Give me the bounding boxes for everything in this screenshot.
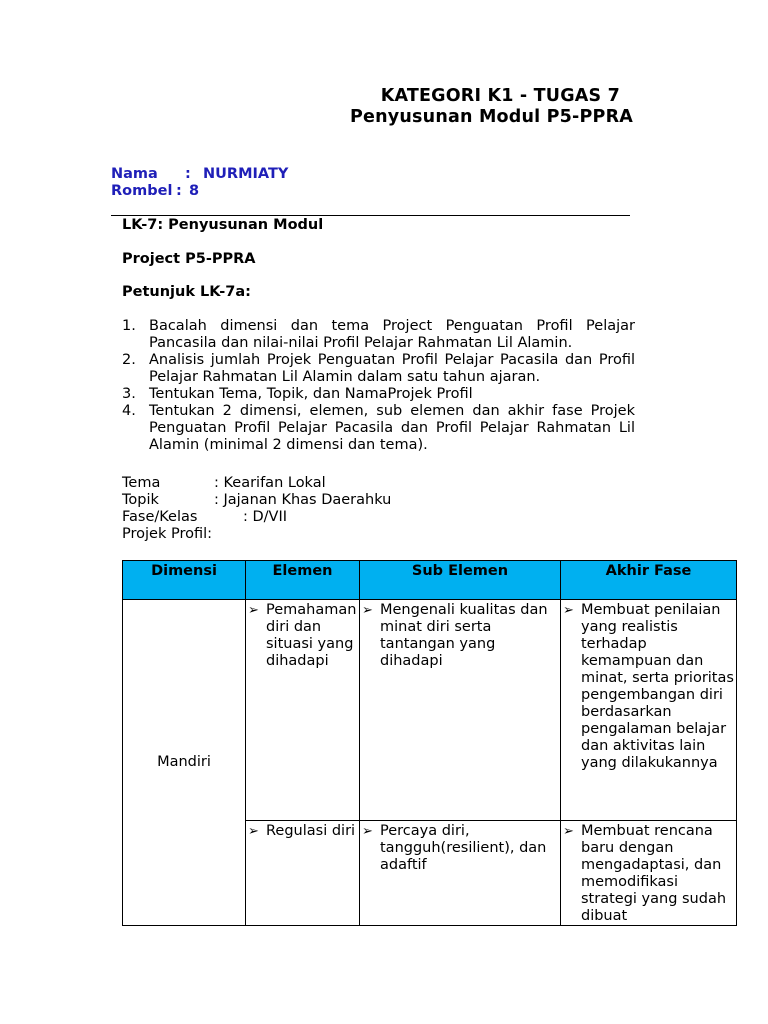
elemen-cell [246, 600, 360, 821]
instruction-text: Tentukan Tema, Topik, dan NamaProjek Profil [149, 386, 473, 402]
column-header-akhir-fase: Akhir Fase [561, 561, 737, 600]
nama-value: NURMIATY [203, 166, 289, 182]
arrow-bullet-icon: ➢ [248, 824, 259, 839]
instruction-text: Bacalah dimensi dan tema Project Penguatan Profil Pelajar Pancasila dan nilai-nilai Profil Pelajar Rahmatan Lil Alamin. [149, 318, 635, 351]
sub-elemen-cell [360, 600, 561, 821]
elemen-text: Regulasi diri [266, 823, 356, 839]
topik-value: : Jajanan Khas Daerahku [214, 492, 392, 508]
rombel-value: 8 [189, 183, 200, 199]
worksheet-heading: LK-7: Penyusunan Modul [122, 217, 324, 233]
instruction-heading: Petunjuk LK-7a: [122, 284, 251, 300]
tema-label: Tema [122, 475, 161, 491]
document-title: KATEGORI K1 - TUGAS 7 [380, 86, 620, 106]
column-header-elemen: Elemen [246, 561, 360, 600]
tema-value: : Kearifan Lokal [214, 475, 326, 491]
rombel-separator: : [176, 183, 182, 199]
topik-line [122, 492, 391, 509]
fase-value: : D/VII [243, 509, 288, 525]
nama-label: Nama [111, 166, 158, 182]
rombel-line [111, 183, 199, 199]
akhir-fase-cell [561, 600, 737, 821]
akhir-fase-cell [561, 821, 737, 926]
table-row [123, 600, 737, 821]
akhir-fase-text: Membuat rencana baru dengan mengadaptasi, dan memodifikasi strategi yang sudah dibuat [581, 823, 727, 924]
fase-line [122, 509, 287, 526]
column-header-dimensi: Dimensi [123, 561, 246, 600]
instruction-item [122, 403, 635, 454]
akhir-fase-text: Membuat penilaian yang realistis terhadap kemampuan dan minat, serta prioritas pengembangan diri berdasarkan pengalaman belajar dan aktivitas lain yang dilakukannya [581, 602, 734, 771]
instruction-number: 4. [122, 403, 136, 419]
project-heading: Project P5-PPRA [122, 251, 256, 267]
instruction-number: 2. [122, 352, 136, 368]
topik-label: Topik [122, 492, 159, 508]
elemen-text: Pemahaman diri dan situasi yang dihadapi [266, 602, 357, 669]
instruction-item [122, 352, 635, 386]
instruction-item [122, 386, 635, 403]
projek-profil-label: Projek Profil: [122, 526, 213, 542]
table-header-row [123, 561, 737, 600]
instruction-text: Analisis jumlah Projek Penguatan Profil Pelajar Pacasila dan Profil Pelajar Rahmatan Lil Alamin dalam satu tahun ajaran. [149, 352, 635, 385]
fase-label: Fase/Kelas [122, 509, 198, 525]
elemen-cell [246, 821, 360, 926]
divider-line [111, 215, 630, 216]
sub-elemen-cell [360, 821, 561, 926]
sub-elemen-text: Mengenali kualitas dan minat diri serta tantangan yang dihadapi [380, 602, 548, 669]
arrow-bullet-icon: ➢ [362, 824, 373, 839]
instruction-list [122, 318, 635, 454]
arrow-bullet-icon: ➢ [563, 824, 574, 839]
arrow-bullet-icon: ➢ [563, 603, 574, 618]
tema-line [122, 475, 326, 492]
arrow-bullet-icon: ➢ [362, 603, 373, 618]
sub-elemen-text: Percaya diri, tangguh(resilient), dan adaftif [380, 823, 547, 873]
rombel-label: Rombel [111, 183, 173, 199]
instruction-number: 3. [122, 386, 136, 402]
instruction-item [122, 318, 635, 352]
dimension-table [122, 560, 737, 926]
nama-separator: : [185, 166, 191, 182]
document-subtitle: Penyusunan Modul P5-PPRA [350, 107, 633, 127]
nama-line [111, 166, 288, 182]
instruction-text: Tentukan 2 dimensi, elemen, sub elemen dan akhir fase Projek Penguatan Profil Pelajar Pacasila dan Profil Pelajar Rahmatan Lil Alamin (minimal 2 dimensi dan tema). [149, 403, 635, 453]
column-header-sub-elemen: Sub Elemen [360, 561, 561, 600]
arrow-bullet-icon: ➢ [248, 603, 259, 618]
dimension-cell: Mandiri [123, 600, 246, 926]
instruction-number: 1. [122, 318, 136, 334]
